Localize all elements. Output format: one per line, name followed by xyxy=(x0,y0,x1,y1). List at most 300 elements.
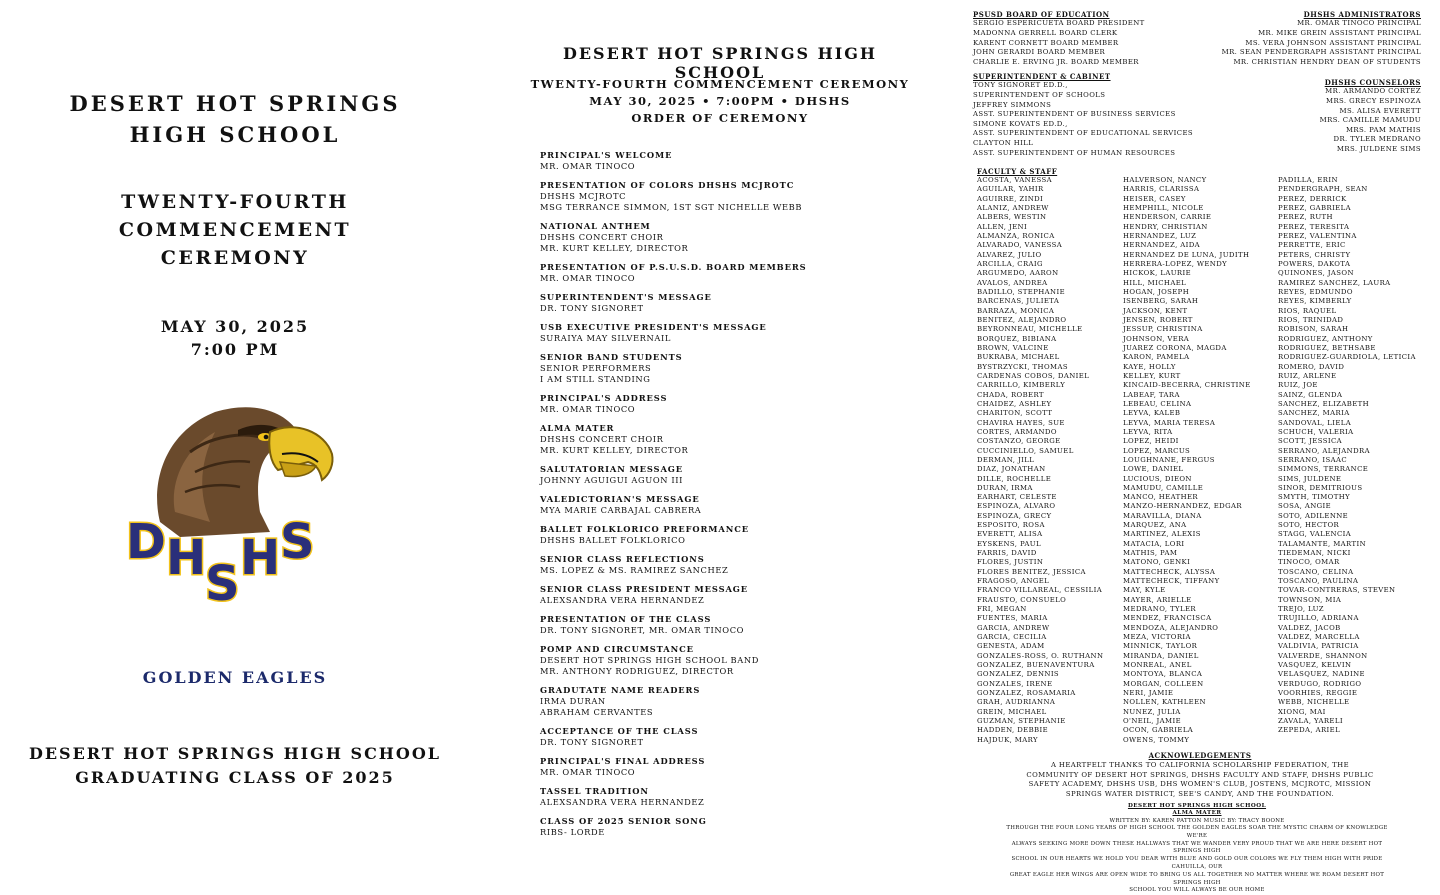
faculty-name: GARCIA, ANDREW xyxy=(977,623,1050,632)
faculty-name: RUIZ, JOE xyxy=(1278,381,1318,390)
faculty-name: CHADA, ROBERT xyxy=(977,390,1044,399)
faculty-name: LOUGHNANE, FERGUS xyxy=(1123,455,1215,464)
faculty-name: TOVAR-CONTRERAS, STEVEN xyxy=(1278,586,1396,595)
admins-list xyxy=(1191,19,1421,67)
program-item-detail: DHSHS MCJROTC xyxy=(540,191,627,201)
program-item-detail: DR. TONY SIGNORET xyxy=(540,303,644,313)
faculty-name: HARRIS, CLARISSA xyxy=(1123,185,1200,194)
faculty-name: FUENTES, MARIA xyxy=(977,614,1048,623)
faculty-name: XIONG, MAI xyxy=(1278,707,1326,716)
program-item-title: SENIOR CLASS PRESIDENT MESSAGE xyxy=(540,584,749,594)
program-item-detail: JOHNNY AGUIGUI AGUON III xyxy=(540,475,683,485)
counselors xyxy=(1221,78,1421,155)
program-item-title: NATIONAL ANTHEM xyxy=(540,221,651,231)
faculty-name: FLORES, JUSTIN xyxy=(977,558,1044,567)
faculty-name: MARAVILLA, DIANA xyxy=(1123,511,1202,520)
program-item-detail: DESERT HOT SPRINGS HIGH SCHOOL BAND xyxy=(540,655,759,665)
faculty-name: HILL, MICHAEL xyxy=(1123,278,1187,287)
program-school-name: DESERT HOT SPRINGS HIGH SCHOOL xyxy=(562,44,877,82)
program-item-detail: DHSHS CONCERT CHOIR xyxy=(540,232,664,242)
counselors-heading: DHSHS COUNSELORS xyxy=(1324,78,1421,87)
program-item-title: POMP AND CIRCUMSTANCE xyxy=(540,644,694,654)
program-item-title: PRESENTATION OF THE CLASS xyxy=(540,614,712,624)
faculty-name: VALDEZ, MARCELLA xyxy=(1278,633,1360,642)
faculty-name: RODRIGUEZ-GUARDIOLA, LETICIA xyxy=(1278,353,1416,362)
faculty-name: BROWN, VALCINE xyxy=(977,343,1049,352)
faculty-name: JENSEN, ROBERT xyxy=(1123,315,1193,324)
program-item-detail: MR. OMAR TINOCO xyxy=(540,767,636,777)
program-item-detail: MSG TERRANCE SIMMON, 1ST SGT NICHELLE WEBB xyxy=(540,202,803,212)
faculty-name: SANCHEZ, ELIZABETH xyxy=(1278,399,1370,408)
faculty-name: FRAGOSO, ANGEL xyxy=(977,577,1050,586)
faculty-name: EVERETT, ALISA xyxy=(977,530,1043,539)
faculty-name: GONZALEZ, BUENAVENTURA xyxy=(977,661,1095,670)
alma-lyric-line: SCHOOL IN OUR HEARTS WE HOLD YOU DEAR WITH BLUE AND GOLD OUR COLORS WE FLY THEM HIGH WITH PRIDE CAHUILLA, OUR xyxy=(1011,856,1383,870)
faculty-name: FRANCO VILLAREAL, CESSILIA xyxy=(977,586,1103,595)
faculty-name: SCOTT, JESSICA xyxy=(1278,437,1343,446)
faculty-name: MARQUEZ, ANA xyxy=(1123,521,1187,530)
faculty-name: LEYVA, RITA xyxy=(1123,427,1173,436)
faculty-name: TOWNSON, MIA xyxy=(1278,595,1342,604)
faculty-name: HENDERSON, CARRIE xyxy=(1123,213,1212,222)
faculty-name: ALVARADO, VANESSA xyxy=(977,241,1063,250)
faculty-name: PERRETTE, ERIC xyxy=(1278,241,1346,250)
faculty-name: CARRILLO, KIMBERLY xyxy=(977,381,1066,390)
program-item-detail: IRMA DURAN xyxy=(540,696,606,706)
faculty-name: ALANIZ, ANDREW xyxy=(977,203,1049,212)
program-item-detail: ALEXSANDRA VERA HERNANDEZ xyxy=(540,595,705,605)
faculty-name: HERNANDEZ DE LUNA, JUDITH xyxy=(1123,250,1250,259)
program-item xyxy=(540,816,920,838)
alma-lyric-line: ALWAYS SEEKING MORE DOWN THESE HALLWAYS THAT WE WANDER VERY PROUD THAT WE ARE HERE DESERT HOT SPRINGS HIGH xyxy=(1011,840,1383,855)
cabinet-member: JEFFREY SIMMONS xyxy=(973,100,1052,109)
faculty-name: BORQUEZ, BIBIANA xyxy=(977,334,1057,343)
cabinet-list xyxy=(973,81,1233,158)
program-item-title: PRESENTATION OF COLORS DHSHS MCJROTC xyxy=(540,180,795,190)
faculty-name: ROBISON, SARAH xyxy=(1278,325,1349,334)
faculty-name: FARRIS, DAVID xyxy=(977,549,1037,558)
faculty-name: GENESTA, ADAM xyxy=(977,642,1045,651)
faculty-name: GONZALEZ, DENNIS xyxy=(977,670,1060,679)
faculty-name: MATHIS, PAM xyxy=(1123,549,1178,558)
faculty-name: PEREZ, TERESITA xyxy=(1278,222,1350,231)
faculty-name: JACKSON, KENT xyxy=(1123,306,1188,315)
faculty-name: RUIZ, ARLENE xyxy=(1278,371,1337,380)
program-item-title: USB EXECUTIVE PRESIDENT'S MESSAGE xyxy=(540,322,767,332)
faculty-name: MATACIA, LORI xyxy=(1123,539,1185,548)
faculty-name: HALVERSON, NANCY xyxy=(1123,176,1207,184)
faculty-name: RODRIGUEZ, ANTHONY xyxy=(1278,334,1373,343)
program-item-detail: DR. TONY SIGNORET xyxy=(540,737,644,747)
administrators xyxy=(1191,10,1421,67)
faculty-column-2 xyxy=(1123,176,1283,745)
program-item-title: TASSEL TRADITION xyxy=(540,786,649,796)
faculty-name: PEREZ, GABRIELA xyxy=(1278,203,1351,212)
faculty-name: O'NEIL, JAMIE xyxy=(1123,717,1182,726)
faculty-name: FRAUSTO, CONSUELO xyxy=(977,595,1067,604)
superintendent-cabinet xyxy=(973,72,1233,158)
faculty-name: MEZA, VICTORIA xyxy=(1123,633,1191,642)
faculty-name: PEREZ, RUTH xyxy=(1278,213,1333,222)
board-member: CHARLIE E. ERVING JR. BOARD MEMBER xyxy=(973,57,1139,66)
faculty-name: RAMIREZ SANCHEZ, LAURA xyxy=(1278,278,1391,287)
faculty-name: HICKOK, LAURIE xyxy=(1123,269,1192,278)
faculty-name: HAJDUK, MARY xyxy=(977,735,1038,744)
faculty-name: HEISER, CASEY xyxy=(1123,194,1186,203)
program-item-detail: SURAIYA MAY SILVERNAIL xyxy=(540,333,671,343)
faculty-name: MANCO, HEATHER xyxy=(1123,493,1199,502)
faculty-heading: FACULTY & STAFF xyxy=(977,167,1058,176)
faculty-name: MIRANDA, DANIEL xyxy=(1123,651,1199,660)
faculty-name: PEREZ, DERRICK xyxy=(1278,194,1347,203)
program-item-detail: ABRAHAM CERVANTES xyxy=(540,707,654,717)
program-item xyxy=(540,423,920,456)
faculty-name: DERMAN, JILL xyxy=(977,455,1035,464)
program-item xyxy=(540,644,920,677)
eagle-head-icon xyxy=(120,392,340,612)
faculty-name: MEDRANO, TYLER xyxy=(1123,605,1196,614)
cabinet-member: TONY SIGNORET ED.D., xyxy=(973,81,1068,90)
faculty-name: GONZALEZ, ROSAMARIA xyxy=(977,689,1076,698)
program-item-title: PRINCIPAL'S WELCOME xyxy=(540,150,673,160)
administrator: MR. CHRISTIAN HENDRY DEAN OF STUDENTS xyxy=(1233,57,1421,66)
faculty-name: HERNANDEZ, AIDA xyxy=(1123,241,1201,250)
faculty-name: EYSKENS, PAUL xyxy=(977,539,1041,548)
faculty-name: COSTANZO, GEORGE xyxy=(977,437,1061,446)
faculty-name: NUNEZ, JULIA xyxy=(1123,707,1181,716)
faculty-name: SANDOVAL, LIELA xyxy=(1278,418,1352,427)
program-item xyxy=(540,494,920,516)
counselor: MR. ARMANDO CORTEZ xyxy=(1325,87,1421,96)
faculty-name: CUCCINIELLO, SAMUEL xyxy=(977,446,1074,455)
program-item xyxy=(540,464,920,486)
svg-text:H: H xyxy=(166,530,207,586)
counselor: MRS. GRECY ESPINOZA xyxy=(1326,97,1421,105)
program-item xyxy=(540,180,920,213)
faculty-name: SCHUCH, VALERIA xyxy=(1278,427,1354,436)
faculty-name: GUZMAN, STEPHANIE xyxy=(977,717,1066,726)
faculty-name: LEBEAU, CELINA xyxy=(1123,399,1192,408)
administrator: MR. OMAR TINOCO PRINCIPAL xyxy=(1297,19,1421,28)
cover-panel xyxy=(0,0,470,874)
faculty-name: JUAREZ CORONA, MAGDA xyxy=(1123,343,1227,352)
faculty-name: CHAVIRA HAYES, SUE xyxy=(977,418,1065,427)
program-item-title: VALEDICTORIAN'S MESSAGE xyxy=(540,494,700,504)
board-heading: PSUSD BOARD OF EDUCATION xyxy=(973,10,1110,19)
ack-line: SPRINGS WATER DISTRICT, SEE'S CANDY, AND THE FOUNDATION. xyxy=(1065,789,1335,798)
faculty-name: BYSTRZYCKI, THOMAS xyxy=(977,362,1068,371)
faculty-name: ESPOSITO, ROSA xyxy=(977,521,1045,530)
faculty-name: JOHNSON, VERA xyxy=(1123,334,1190,343)
program-list xyxy=(540,150,920,846)
administrator: MS. VERA JOHNSON ASSISTANT PRINCIPAL xyxy=(1245,38,1421,47)
faculty-name: LUCIOUS, DIEON xyxy=(1123,474,1192,483)
faculty-name: MORGAN, COLLEEN xyxy=(1123,679,1204,688)
faculty-name: AGUILAR, YAHIR xyxy=(977,185,1044,194)
faculty-name: VALDIVIA, PATRICIA xyxy=(1278,642,1359,651)
faculty-name: SIMMONS, TERRANCE xyxy=(1278,465,1369,474)
faculty-name: RIOS, TRINIDAD xyxy=(1278,315,1344,324)
faculty-name: GARCIA, CECILIA xyxy=(977,633,1047,642)
faculty-name: TRUJILLO, ADRIANA xyxy=(1278,614,1359,623)
program-item xyxy=(540,322,920,344)
faculty-name: OWENS, TOMMY xyxy=(1123,735,1190,744)
faculty-column-3 xyxy=(1278,176,1438,736)
faculty-name: SMYTH, TIMOTHY xyxy=(1278,493,1351,502)
faculty-name: VASQUEZ, KELVIN xyxy=(1278,661,1352,670)
faculty-name: HERRERA-LOPEZ, WENDY xyxy=(1123,259,1228,268)
faculty-name: CHAIDEZ, ASHLEY xyxy=(977,399,1052,408)
ack-heading: ACKNOWLEDGEMENTS xyxy=(1148,751,1252,760)
faculty-name: GRAH, AUDRIANNA xyxy=(977,698,1056,707)
faculty-name: ACOSTA, VANESSA xyxy=(977,176,1053,184)
faculty-name: HERNANDEZ, LUZ xyxy=(1123,231,1197,240)
faculty-name: DIAZ, JONATHAN xyxy=(977,465,1046,474)
faculty-name: BADILLO, STEPHANIE xyxy=(977,287,1066,296)
program-item-detail: MR. OMAR TINOCO xyxy=(540,161,636,171)
program-item-detail: MR. ANTHONY RODRIGUEZ, DIRECTOR xyxy=(540,666,734,676)
faculty-name: PENDERGRAPH, SEAN xyxy=(1278,185,1368,194)
faculty-name: MAYER, ARIELLE xyxy=(1123,595,1192,604)
program-item xyxy=(540,614,920,636)
svg-text:H: H xyxy=(240,530,281,586)
faculty-name: TALAMANTE, MARTIN xyxy=(1278,539,1367,548)
faculty-name: KARON, PAMELA xyxy=(1123,353,1190,362)
administrator: MR. MIKE GREIN ASSISTANT PRINCIPAL xyxy=(1258,29,1421,37)
cover-school-name: DESERT HOT SPRINGS HIGH SCHOOL xyxy=(69,91,401,147)
ack-line: COMMUNITY OF DESERT HOT SPRINGS, DHSHS FACULTY AND STAFF, DHSHS PUBLIC xyxy=(1026,770,1374,779)
faculty-name: MANZO-HERNANDEZ, EDGAR xyxy=(1123,502,1242,511)
faculty-name: JESSUP, CHRISTINA xyxy=(1123,325,1203,334)
faculty-name: BARCENAS, JULIETA xyxy=(977,297,1060,306)
faculty-name: QUINONES, JASON xyxy=(1278,269,1354,278)
faculty-name: ISENBERG, SARAH xyxy=(1123,297,1199,306)
faculty-name: EARHART, CELESTE xyxy=(977,493,1057,502)
counselor: MRS. JULDENE SIMS xyxy=(1336,144,1421,153)
faculty-name: VERDUGO, RODRIGO xyxy=(1278,679,1362,688)
faculty-name: POWERS, DAKOTA xyxy=(1278,259,1351,268)
faculty-name: ESPINOZA, ALVARO xyxy=(977,502,1056,511)
program-item xyxy=(540,292,920,314)
faculty-name: KELLEY, KURT xyxy=(1123,371,1181,380)
program-item-title: ACCEPTANCE OF THE CLASS xyxy=(540,726,699,736)
staff-panel xyxy=(965,0,1440,894)
faculty-name: BUKRABA, MICHAEL xyxy=(977,353,1060,362)
faculty-name: LEYVA, MARIA TERESA xyxy=(1123,418,1216,427)
program-item xyxy=(540,584,920,606)
program-item-title: SUPERINTENDENT'S MESSAGE xyxy=(540,292,712,302)
alma-mater xyxy=(997,803,1397,895)
program-item-title: BALLET FOLKLORICO PREFORMANCE xyxy=(540,524,749,534)
faculty-name: LOWE, DANIEL xyxy=(1123,465,1184,474)
faculty-name: SERRANO, ISAAC xyxy=(1278,455,1348,464)
program-item xyxy=(540,393,920,415)
faculty-name: ALVAREZ, JULIO xyxy=(977,250,1042,259)
program-item-title: ALMA MATER xyxy=(540,423,615,433)
faculty-name: MATTECHECK, TIFFANY xyxy=(1123,577,1220,586)
faculty-name: ALLEN, JENI xyxy=(977,222,1028,231)
faculty-name: MONREAL, ANEL xyxy=(1123,661,1192,670)
faculty-name: BARRAZA, MONICA xyxy=(977,306,1055,315)
board-member: MADONNA GERRELL BOARD CLERK xyxy=(973,29,1118,37)
program-item xyxy=(540,726,920,748)
acknowledgements xyxy=(1025,751,1375,799)
program-item-detail: DHSHS BALLET FOLKLORICO xyxy=(540,535,686,545)
faculty-name: DURAN, IRMA xyxy=(977,483,1033,492)
ack-line: SAFETY ACADEMY, DHSHS USB, DHS WOMEN'S CLUB, JOSTENS, MCJROTC, MISSION xyxy=(1028,780,1372,789)
cabinet-member: ASST. SUPERINTENDENT OF HUMAN RESOURCES xyxy=(973,148,1176,157)
cabinet-member: CLAYTON HILL xyxy=(973,138,1034,147)
counselor: MRS. CAMILLE MAMUDU xyxy=(1319,116,1421,125)
faculty-name: SERRANO, ALEJANDRA xyxy=(1278,446,1370,455)
alma-school: DESERT HOT SPRINGS HIGH SCHOOL xyxy=(1127,803,1267,809)
faculty-name: OCON, GABRIELA xyxy=(1123,726,1194,735)
svg-text:S: S xyxy=(205,556,240,612)
faculty-name: CARDENAS COBOS, DANIEL xyxy=(977,371,1090,380)
faculty-name: PADILLA, ERIN xyxy=(1278,176,1338,184)
faculty-name: MONTOYA, BLANCA xyxy=(1123,670,1203,679)
counselor: MRS. PAM MATHIS xyxy=(1345,125,1421,134)
faculty-name: KAYE, HOLLY xyxy=(1123,362,1176,371)
program-item-title: SENIOR CLASS REFLECTIONS xyxy=(540,554,705,564)
program-item-title: CLASS OF 2025 SENIOR SONG xyxy=(540,816,707,826)
faculty-name: ARCILLA, CRAIG xyxy=(977,259,1043,268)
faculty-name: VELASQUEZ, NADINE xyxy=(1278,670,1365,679)
alma-title: ALMA MATER xyxy=(1172,810,1222,816)
faculty-name: SOTO, ADILENNE xyxy=(1278,511,1349,520)
program-item-title: PRESENTATION OF P.S.U.S.D. BOARD MEMBERS xyxy=(540,262,807,272)
program-item-detail: MR. KURT KELLEY, DIRECTOR xyxy=(540,243,689,253)
ack-text xyxy=(1025,761,1375,799)
eagle-logo xyxy=(120,392,340,612)
faculty-name: GREIN, MICHAEL xyxy=(977,707,1047,716)
svg-text:D: D xyxy=(126,514,166,570)
faculty-column-1 xyxy=(977,176,1137,745)
faculty-name: AVALOS, ANDREA xyxy=(977,278,1048,287)
faculty-name: ESPINOZA, GRECY xyxy=(977,511,1052,520)
faculty-name: CHARITON, SCOTT xyxy=(977,409,1053,418)
program-item-detail: MYA MARIE CARBAJAL CABRERA xyxy=(540,505,702,515)
cabinet-heading: SUPERINTENDENT & CABINET xyxy=(973,72,1111,81)
faculty-name: TINOCO, OMAR xyxy=(1278,558,1340,567)
faculty-name: SANCHEZ, MARIA xyxy=(1278,409,1350,418)
alma-credit: WRITTEN BY: KAREN PATTON MUSIC BY: TRACY BOONE xyxy=(1109,818,1285,824)
cabinet-member: SUPERINTENDENT OF SCHOOLS xyxy=(973,91,1106,99)
faculty-name: KINCAID-BECERRA, CHRISTINE xyxy=(1123,381,1251,390)
cabinet-member: ASST. SUPERINTENDENT OF EDUCATIONAL SERVICES xyxy=(973,129,1194,138)
program-item-title: PRINCIPAL'S ADDRESS xyxy=(540,393,668,403)
counselor: MS. ALISA EVERETT xyxy=(1339,106,1421,115)
faculty-name: LABEAF, TARA xyxy=(1123,390,1180,399)
program-item-title: SENIOR BAND STUDENTS xyxy=(540,352,683,362)
faculty-name: TREJO, LUZ xyxy=(1278,605,1324,614)
order-of-ceremony-panel xyxy=(520,0,940,874)
faculty-name: TOSCANO, CELINA xyxy=(1278,567,1354,576)
faculty-name: TIEDEMAN, NICKI xyxy=(1278,549,1351,558)
administrator: MR. SEAN PENDERGRAPH ASSISTANT PRINCIPAL xyxy=(1221,48,1421,57)
faculty-name: NERI, JAMIE xyxy=(1123,689,1174,698)
faculty-name: HEMPHILL, NICOLE xyxy=(1123,203,1204,212)
counselor: DR. TYLER MEDRANO xyxy=(1333,135,1421,144)
alma-lyrics xyxy=(997,825,1397,895)
faculty-name: MATONO, GENKI xyxy=(1123,558,1191,567)
program-item-detail: SENIOR PERFORMERS xyxy=(540,363,652,373)
faculty-name: HOGAN, JOSEPH xyxy=(1123,287,1190,296)
cover-ceremony-title: TWENTY-FOURTH COMMENCEMENT CEREMONY xyxy=(118,191,352,269)
board-member: SERGIO ESPERICUETA BOARD PRESIDENT xyxy=(973,19,1145,28)
cabinet-member: SIMONE KOVATS ED.D., xyxy=(973,119,1068,128)
program-item xyxy=(540,352,920,385)
faculty-name: ARGUMEDO, AARON xyxy=(977,269,1059,278)
board-member: KARENT CORNETT BOARD MEMBER xyxy=(973,38,1119,47)
mascot-name: GOLDEN EAGLES xyxy=(142,668,328,687)
cover-date-time: MAY 30, 2025 7:00 PM xyxy=(160,317,310,359)
cabinet-member: ASST. SUPERINTENDENT OF BUSINESS SERVICES xyxy=(973,110,1176,119)
faculty-name: AGUIRRE, ZINDI xyxy=(977,194,1044,203)
program-item-title: GRADUTATE NAME READERS xyxy=(540,685,701,695)
alma-lyric-line: SCHOOL YOU WILL ALWAYS BE OUR HOME xyxy=(1129,887,1265,894)
faculty-name: RODRIGUEZ, BETHSABE xyxy=(1278,343,1376,352)
faculty-name: PEREZ, VALENTINA xyxy=(1278,231,1357,240)
faculty-name: FRI, MEGAN xyxy=(977,605,1027,614)
faculty-name: DILLE, ROCHELLE xyxy=(977,474,1052,483)
program-item-detail: MR. OMAR TINOCO xyxy=(540,273,636,283)
program-item xyxy=(540,554,920,576)
faculty-name: SINOR, DEMITRIOUS xyxy=(1278,483,1363,492)
program-item-detail: I AM STILL STANDING xyxy=(540,374,651,384)
program-item xyxy=(540,150,920,172)
faculty-name: MARTINEZ, ALEXIS xyxy=(1123,530,1201,539)
faculty-name: MINNICK, TAYLOR xyxy=(1123,642,1198,651)
faculty-name: SOTO, HECTOR xyxy=(1278,521,1340,530)
faculty-name: CORTES, ARMANDO xyxy=(977,427,1057,436)
faculty-name: LOPEZ, MARCUS xyxy=(1123,446,1191,455)
faculty-name: ZAVALA, YARELI xyxy=(1278,717,1343,726)
faculty-name: TOSCANO, PAULINA xyxy=(1278,577,1359,586)
faculty-name: SIMS, JULDENE xyxy=(1278,474,1342,483)
program-item xyxy=(540,262,920,284)
faculty-name: VALVERDE, SHANNON xyxy=(1278,651,1368,660)
program-item-title: PRINCIPAL'S FINAL ADDRESS xyxy=(540,756,706,766)
faculty-name: MATTECHECK, ALYSSA xyxy=(1123,567,1216,576)
program-item xyxy=(540,221,920,254)
board-member: JOHN GERARDI BOARD MEMBER xyxy=(973,48,1106,57)
faculty-name: HENDRY, CHRISTIAN xyxy=(1123,222,1208,231)
faculty-name: MAMUDU, CAMILLE xyxy=(1123,483,1204,492)
faculty-name: BEYRONNEAU, MICHELLE xyxy=(977,325,1083,334)
faculty-name: REYES, KIMBERLY xyxy=(1278,297,1352,306)
program-item xyxy=(540,786,920,808)
faculty-name: ALMANZA, RONICA xyxy=(977,231,1055,240)
faculty-name: ROMERO, DAVID xyxy=(1278,362,1345,371)
program-item xyxy=(540,685,920,718)
faculty-name: LOPEZ, HEIDI xyxy=(1123,437,1179,446)
program-item-detail: MR. KURT KELLEY, DIRECTOR xyxy=(540,445,689,455)
faculty-name: PETERS, CHRISTY xyxy=(1278,250,1351,259)
faculty-name: RIOS, RAQUEL xyxy=(1278,306,1337,315)
faculty-name: GONZALES, IRENE xyxy=(977,679,1053,688)
faculty-name: MENDEZ, FRANCISCA xyxy=(1123,614,1212,623)
faculty-name: STAGG, VALENCIA xyxy=(1278,530,1352,539)
program-item-detail: MS. LOPEZ & MS. RAMIREZ SANCHEZ xyxy=(540,565,729,575)
faculty-name: ALBERS, WESTIN xyxy=(977,213,1047,222)
faculty-name: HADDEN, DEBBIE xyxy=(977,726,1049,735)
program-item xyxy=(540,524,920,546)
graduating-class: DESERT HOT SPRINGS HIGH SCHOOL GRADUATING CLASS OF 2025 xyxy=(28,744,442,787)
faculty-name: SOSA, ANGIE xyxy=(1278,502,1332,511)
faculty-name: MENDOZA, ALEJANDRO xyxy=(1123,623,1219,632)
faculty-name: SAINZ, GLENDA xyxy=(1278,390,1343,399)
